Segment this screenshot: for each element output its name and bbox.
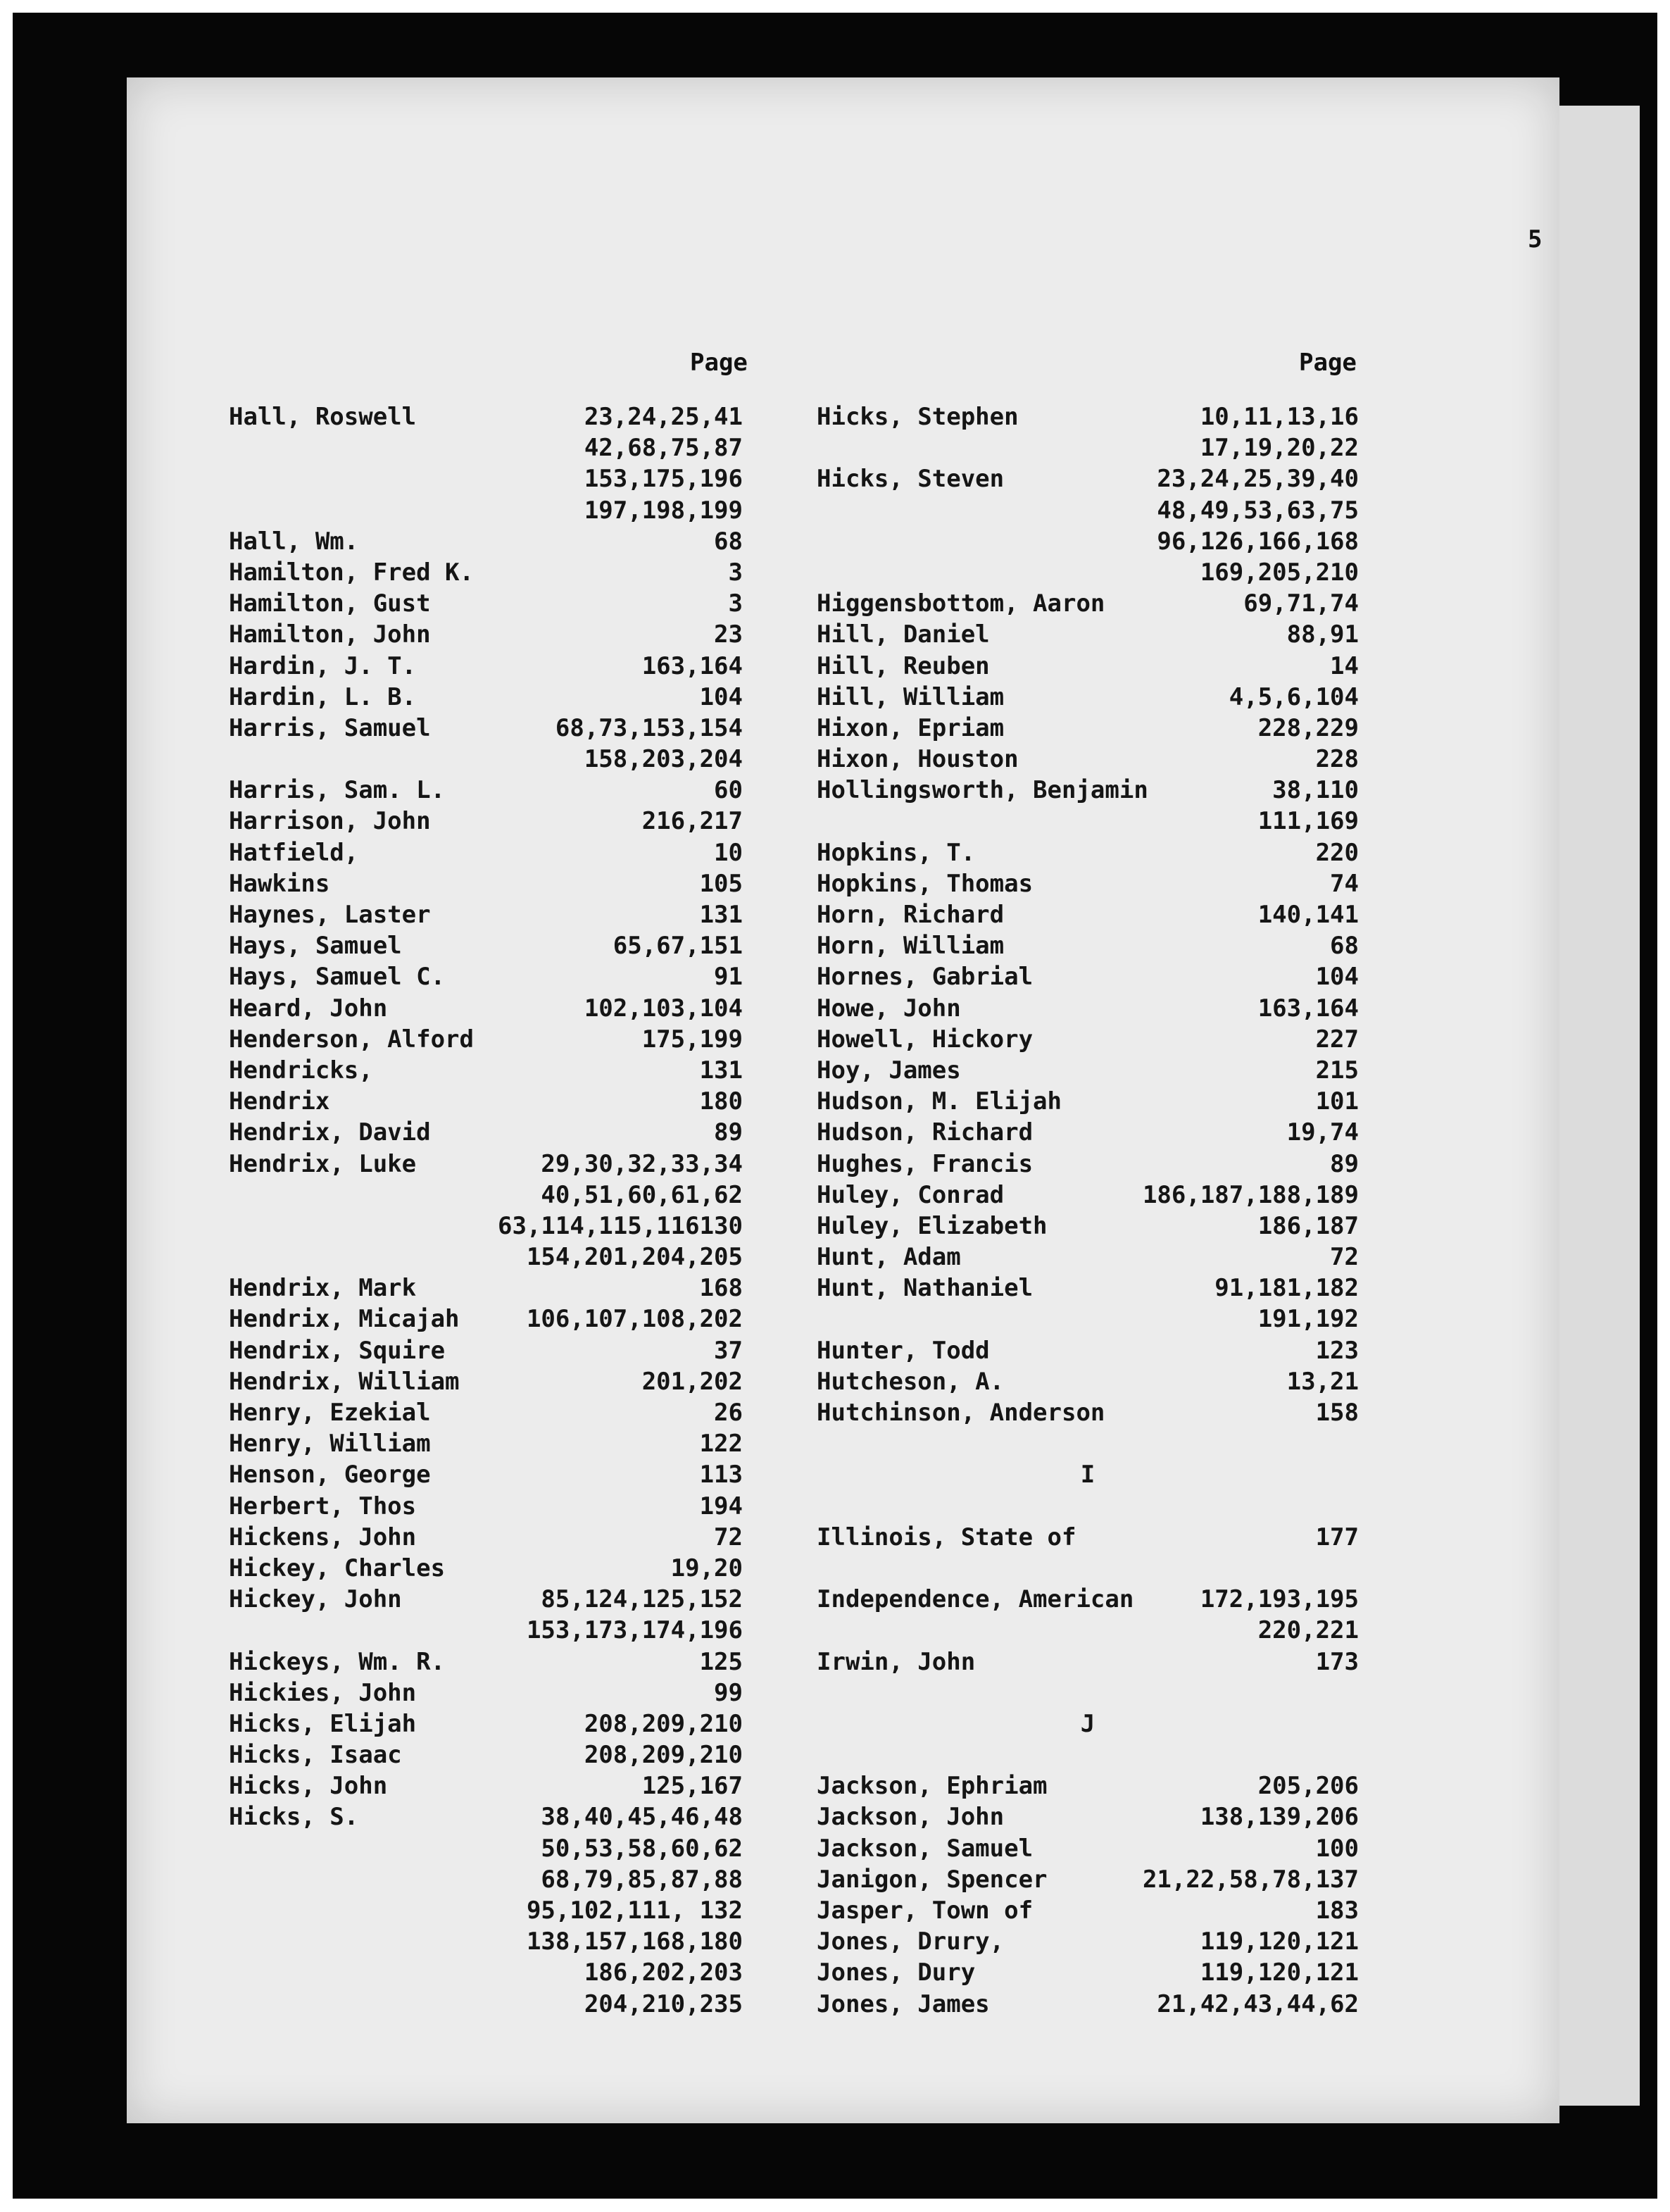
index-entry: [817, 1770, 1359, 1801]
entry-pages: 154,201,204,205: [526, 1243, 743, 1272]
index-entry: [229, 1211, 743, 1242]
entry-name: Hunt, Adam: [817, 1243, 961, 1272]
entry-pages: 3: [728, 558, 743, 587]
entry-name: Hendrix, William: [229, 1367, 460, 1396]
index-entry: [817, 1615, 1359, 1646]
entry-name: Henderson, Alford: [229, 1025, 474, 1054]
index-entry: [229, 837, 743, 868]
entry-name: Hickey, Charles: [229, 1554, 446, 1582]
index-entry: [229, 1770, 743, 1801]
index-entry: [229, 651, 743, 682]
entry-pages: 216,217: [641, 807, 743, 836]
entry-name: Harris, Samuel: [229, 713, 431, 742]
entry-pages: 205,206: [1257, 1772, 1359, 1801]
index-entry: [229, 432, 743, 463]
entry-pages: 72: [714, 1523, 743, 1551]
entry-pages: 201,202: [641, 1367, 743, 1396]
index-entry: [229, 806, 743, 837]
entry-pages: 14: [1330, 651, 1359, 680]
index-entry: [817, 463, 1359, 494]
entry-pages: 227: [1315, 1025, 1359, 1054]
index-entry: [229, 1273, 743, 1304]
entry-pages: 208,209,210: [584, 1709, 743, 1738]
entry-name: Hamilton, Gust: [229, 589, 431, 618]
index-entry: [817, 1522, 1359, 1553]
entry-pages: 122: [699, 1430, 743, 1458]
index-entry: [817, 1864, 1359, 1895]
entry-pages: 119,120,121: [1200, 1927, 1359, 1956]
entry-pages: 91: [714, 963, 743, 992]
entry-name: Hall, Wm.: [229, 527, 359, 556]
entry-name: Howe, John: [817, 994, 961, 1023]
index-entry: [817, 1646, 1359, 1677]
entry-name: Huley, Conrad: [817, 1180, 1005, 1209]
entry-name: Hicks, Stephen: [817, 403, 1019, 431]
entry-pages: 228: [1315, 745, 1359, 774]
entry-name: Henry, William: [229, 1430, 431, 1458]
index-entry: [229, 1864, 743, 1895]
entry-name: Haynes, Laster: [229, 901, 431, 929]
entry-name: Hickeys, Wm. R.: [229, 1647, 446, 1676]
entry-name: Jackson, Ephriam: [817, 1772, 1048, 1801]
entry-pages: 99: [714, 1678, 743, 1707]
entry-pages: 3: [728, 589, 743, 618]
index-entry: [229, 1833, 743, 1864]
entry-pages: 38,110: [1272, 776, 1359, 805]
index-entry: [817, 806, 1359, 837]
entry-name: Independence, American: [817, 1585, 1134, 1614]
index-entry: [817, 401, 1359, 432]
index-entry: [817, 1989, 1359, 2020]
index-entry: [229, 1926, 743, 1957]
entry-pages: 74: [1330, 869, 1359, 898]
entry-pages: 140,141: [1257, 901, 1359, 929]
index-entry: [817, 744, 1359, 775]
index-entry: [229, 868, 743, 899]
entry-name: Hoy, James: [817, 1056, 961, 1085]
entry-name: Hicks, S.: [229, 1803, 359, 1832]
entry-name: Hamilton, Fred K.: [229, 558, 474, 587]
entry-name: Henry, Ezekial: [229, 1399, 431, 1427]
entry-name: Hopkins, T.: [817, 838, 976, 867]
entry-pages: 104: [699, 682, 743, 711]
index-entry: [229, 1553, 743, 1584]
index-entry: [229, 588, 743, 619]
index-entry: [229, 1801, 743, 1832]
index-entry: [817, 1957, 1359, 1988]
entry-pages: 186,202,203: [584, 1958, 743, 1987]
entry-name: Hickies, John: [229, 1678, 417, 1707]
entry-name: Hutcheson, A.: [817, 1367, 1005, 1396]
index-entry: [817, 1149, 1359, 1180]
index-entry: [817, 619, 1359, 650]
index-entry: [817, 1304, 1359, 1335]
index-entry: [229, 682, 743, 713]
entry-name: Henson, George: [229, 1461, 431, 1489]
entry-name: Hixon, Epriam: [817, 713, 1005, 742]
entry-name: Hicks, Steven: [817, 465, 1005, 494]
left-index-column: [229, 401, 743, 2020]
index-entry: [817, 1708, 1359, 1739]
index-entry: [229, 1117, 743, 1148]
entry-pages: 158: [1315, 1399, 1359, 1427]
entry-pages: 153,175,196: [584, 465, 743, 494]
index-entry: [229, 993, 743, 1024]
entry-pages: 138,139,206: [1200, 1803, 1359, 1832]
section-letter: J: [1080, 1709, 1095, 1738]
entry-pages: 60: [714, 776, 743, 805]
index-entry: [229, 899, 743, 930]
entry-name: Hill, Daniel: [817, 620, 990, 649]
index-entry: [817, 868, 1359, 899]
index-entry: [229, 1086, 743, 1117]
entry-name: Hendrix: [229, 1087, 330, 1116]
entry-name: Illinois, State of: [817, 1523, 1076, 1551]
index-entry: [229, 1459, 743, 1490]
entry-pages: 88,91: [1286, 620, 1359, 649]
entry-pages: 100: [1315, 1834, 1359, 1863]
index-entry: [229, 557, 743, 588]
entry-pages: 48,49,53,63,75: [1157, 496, 1359, 525]
entry-name: Hall, Roswell: [229, 403, 417, 431]
entry-pages: 69,71,74: [1243, 589, 1359, 618]
entry-pages: 113: [699, 1461, 743, 1489]
index-entry: [229, 401, 743, 432]
index-entry: [229, 713, 743, 744]
entry-name: Hickey, John: [229, 1585, 402, 1614]
entry-name: Harrison, John: [229, 807, 431, 836]
entry-name: Janigon, Spencer: [817, 1865, 1048, 1894]
entry-name: Hill, William: [817, 682, 1005, 711]
entry-pages: 104: [1315, 963, 1359, 992]
entry-pages: 208,209,210: [584, 1741, 743, 1770]
entry-pages: 163,164: [1257, 994, 1359, 1023]
index-entry: [229, 619, 743, 650]
index-entry: [817, 432, 1359, 463]
entry-pages: 119,120,121: [1200, 1958, 1359, 1987]
entry-pages: 125: [699, 1647, 743, 1676]
index-entry: [817, 1428, 1359, 1459]
entry-pages: 91,181,182: [1214, 1274, 1359, 1303]
entry-name: Horn, William: [817, 932, 1005, 961]
entry-name: Hendrix, Mark: [229, 1274, 417, 1303]
entry-pages: 169,205,210: [1200, 558, 1359, 587]
entry-pages: 21,42,43,44,62: [1157, 1989, 1359, 2018]
entry-name: Jasper, Town of: [817, 1897, 1034, 1925]
index-entry: [817, 775, 1359, 806]
entry-name: Jones, Drury,: [817, 1927, 1005, 1956]
entry-name: Hill, Reuben: [817, 651, 990, 680]
index-entry: [229, 526, 743, 557]
entry-pages: 102,103,104: [584, 994, 743, 1023]
entry-name: Hendricks,: [229, 1056, 373, 1085]
entry-pages: 220: [1315, 838, 1359, 867]
entry-pages: 215: [1315, 1056, 1359, 1085]
entry-name: Harris, Sam. L.: [229, 776, 446, 805]
entry-pages: 194: [699, 1492, 743, 1520]
entry-pages: 23,24,25,41: [584, 403, 743, 431]
entry-pages: 163,164: [641, 651, 743, 680]
index-entry: [817, 713, 1359, 744]
index-entry: [229, 1584, 743, 1615]
entry-name: Huley, Elizabeth: [817, 1211, 1048, 1240]
index-entry: [229, 1304, 743, 1335]
index-entry: [817, 1024, 1359, 1055]
entry-pages: 50,53,58,60,62: [541, 1834, 743, 1863]
entry-name: Hudson, M. Elijah: [817, 1087, 1062, 1116]
entry-name: Hatfield,: [229, 838, 359, 867]
entry-name: Hornes, Gabrial: [817, 963, 1034, 992]
entry-pages: 23,24,25,39,40: [1157, 465, 1359, 494]
index-entry: [229, 744, 743, 775]
index-entry: [817, 1739, 1359, 1770]
entry-pages: 72: [1330, 1243, 1359, 1272]
entry-pages: 42,68,75,87: [584, 434, 743, 463]
entry-pages: 125,167: [641, 1772, 743, 1801]
entry-pages: 38,40,45,46,48: [541, 1803, 743, 1832]
entry-pages: 175,199: [641, 1025, 743, 1054]
underlying-sheet: [1545, 106, 1640, 2106]
entry-pages: 21,22,58,78,137: [1142, 1865, 1359, 1894]
entry-pages: 168: [699, 1274, 743, 1303]
index-entry: [229, 961, 743, 992]
entry-pages: 186,187: [1257, 1211, 1359, 1240]
index-entry: [817, 1335, 1359, 1366]
entry-pages: 105: [699, 869, 743, 898]
entry-pages: 220,221: [1257, 1616, 1359, 1645]
index-entry: [229, 1428, 743, 1459]
entry-pages: 4,5,6,104: [1229, 682, 1359, 711]
entry-pages: 37: [714, 1336, 743, 1365]
entry-pages: 65,67,151: [613, 932, 743, 961]
index-entry: [229, 495, 743, 526]
index-entry: [817, 1553, 1359, 1584]
entry-pages: 228,229: [1257, 713, 1359, 742]
right-index-column: [817, 401, 1359, 2020]
entry-name: Hunt, Nathaniel: [817, 1274, 1034, 1303]
index-entry: [229, 1677, 743, 1708]
entry-name: Jones, Dury: [817, 1958, 976, 1987]
index-entry: [229, 1708, 743, 1739]
index-entry: [229, 463, 743, 494]
entry-pages: 180: [699, 1087, 743, 1116]
index-entry: [229, 1646, 743, 1677]
entry-pages: 85,124,125,152: [541, 1585, 743, 1614]
entry-pages: 10,11,13,16: [1200, 403, 1359, 431]
entry-pages: 172,193,195: [1200, 1585, 1359, 1614]
entry-pages: 68,73,153,154: [555, 713, 743, 742]
entry-name: Jackson, John: [817, 1803, 1005, 1832]
index-entry: [229, 1055, 743, 1086]
entry-pages: 96,126,166,168: [1157, 527, 1359, 556]
entry-name: Hopkins, Thomas: [817, 869, 1034, 898]
entry-name: Hicks, John: [229, 1772, 388, 1801]
entry-pages: 68: [1330, 932, 1359, 961]
entry-pages: 191,192: [1257, 1305, 1359, 1334]
entry-name: Irwin, John: [817, 1647, 976, 1676]
entry-name: Hollingsworth, Benjamin: [817, 776, 1148, 805]
index-entry: [817, 1055, 1359, 1086]
index-entry: [817, 1491, 1359, 1522]
entry-name: Hicks, Elijah: [229, 1709, 417, 1738]
entry-pages: 153,173,174,196: [526, 1616, 743, 1645]
entry-pages: 29,30,32,33,34: [541, 1149, 743, 1178]
entry-name: Hendrix, David: [229, 1118, 431, 1147]
entry-pages: 10: [714, 838, 743, 867]
index-entry: [817, 526, 1359, 557]
index-entry: [229, 1242, 743, 1273]
entry-pages: 13,21: [1286, 1367, 1359, 1396]
entry-name: Hardin, L. B.: [229, 682, 417, 711]
entry-pages: 95,102,111, 132: [526, 1897, 743, 1925]
index-entry: [817, 1397, 1359, 1428]
left-page-column-header: Page: [690, 349, 748, 377]
index-entry: [817, 1926, 1359, 1957]
entry-name: Hughes, Francis: [817, 1149, 1034, 1178]
entry-pages: 183: [1315, 1897, 1359, 1925]
section-letter: I: [1080, 1461, 1095, 1489]
index-entry: [817, 495, 1359, 526]
index-entry: [817, 899, 1359, 930]
entry-pages: 123: [1315, 1336, 1359, 1365]
index-entry: [817, 961, 1359, 992]
index-entry: [229, 1895, 743, 1926]
index-entry: [229, 1366, 743, 1397]
entry-name: Hawkins: [229, 869, 330, 898]
page-number: 5: [1528, 225, 1543, 254]
index-entry: [229, 1024, 743, 1055]
entry-pages: 63,114,115,116130: [498, 1211, 743, 1240]
entry-pages: 106,107,108,202: [526, 1305, 743, 1334]
index-entry: [229, 930, 743, 961]
entry-name: Hays, Samuel: [229, 932, 402, 961]
index-entry: [817, 1584, 1359, 1615]
index-entry: [817, 837, 1359, 868]
entry-name: Hamilton, John: [229, 620, 431, 649]
entry-name: Heard, John: [229, 994, 388, 1023]
entry-pages: 23: [714, 620, 743, 649]
index-entry: [817, 557, 1359, 588]
entry-pages: 19,74: [1286, 1118, 1359, 1147]
entry-pages: 131: [699, 901, 743, 929]
index-entry: [817, 1801, 1359, 1832]
index-entry: [229, 775, 743, 806]
entry-name: Hays, Samuel C.: [229, 963, 446, 992]
entry-name: Hudson, Richard: [817, 1118, 1034, 1147]
index-entry: [817, 1117, 1359, 1148]
entry-name: Hunter, Todd: [817, 1336, 990, 1365]
index-entry: [817, 1242, 1359, 1273]
document-page: [127, 77, 1559, 2123]
entry-pages: 138,157,168,180: [526, 1927, 743, 1956]
entry-name: Hardin, J. T.: [229, 651, 417, 680]
entry-pages: 197,198,199: [584, 496, 743, 525]
entry-name: Hendrix, Squire: [229, 1336, 446, 1365]
index-entry: [817, 993, 1359, 1024]
entry-pages: 40,51,60,61,62: [541, 1180, 743, 1209]
entry-pages: 186,187,188,189: [1142, 1180, 1359, 1209]
index-entry: [229, 1180, 743, 1211]
index-entry: [229, 1615, 743, 1646]
index-entry: [817, 1895, 1359, 1926]
entry-pages: 177: [1315, 1523, 1359, 1551]
index-entry: [817, 1086, 1359, 1117]
index-entry: [817, 588, 1359, 619]
entry-name: Hendrix, Micajah: [229, 1305, 460, 1334]
entry-name: Hutchinson, Anderson: [817, 1399, 1105, 1427]
entry-pages: 26: [714, 1399, 743, 1427]
index-entry: [817, 1180, 1359, 1211]
entry-pages: 204,210,235: [584, 1989, 743, 2018]
entry-pages: 17,19,20,22: [1200, 434, 1359, 463]
entry-pages: 173: [1315, 1647, 1359, 1676]
index-entry: [817, 1677, 1359, 1708]
index-entry: [229, 1335, 743, 1366]
index-entry: [817, 1459, 1359, 1490]
entry-name: Higgensbottom, Aaron: [817, 589, 1105, 618]
entry-pages: 101: [1315, 1087, 1359, 1116]
index-entry: [229, 1989, 743, 2020]
entry-name: Herbert, Thos: [229, 1492, 417, 1520]
index-entry: [229, 1739, 743, 1770]
index-entry: [817, 1833, 1359, 1864]
entry-pages: 89: [714, 1118, 743, 1147]
index-entry: [229, 1397, 743, 1428]
entry-pages: 111,169: [1257, 807, 1359, 836]
index-entry: [817, 1366, 1359, 1397]
entry-name: Jones, James: [817, 1989, 990, 2018]
entry-name: Howell, Hickory: [817, 1025, 1034, 1054]
index-entry: [817, 1211, 1359, 1242]
entry-name: Hickens, John: [229, 1523, 417, 1551]
entry-name: Jackson, Samuel: [817, 1834, 1034, 1863]
entry-name: Hicks, Isaac: [229, 1741, 402, 1770]
entry-name: Hendrix, Luke: [229, 1149, 417, 1178]
entry-pages: 68,79,85,87,88: [541, 1865, 743, 1894]
entry-pages: 131: [699, 1056, 743, 1085]
index-entry: [817, 930, 1359, 961]
index-entry: [229, 1149, 743, 1180]
index-entry: [817, 651, 1359, 682]
entry-pages: 68: [714, 527, 743, 556]
entry-name: Horn, Richard: [817, 901, 1005, 929]
index-entry: [229, 1491, 743, 1522]
entry-pages: 158,203,204: [584, 745, 743, 774]
entry-pages: 19,20: [670, 1554, 743, 1582]
right-page-column-header: Page: [1299, 349, 1357, 377]
entry-name: Hixon, Houston: [817, 745, 1019, 774]
index-entry: [229, 1522, 743, 1553]
entry-pages: 89: [1330, 1149, 1359, 1178]
index-entry: [817, 682, 1359, 713]
index-entry: [817, 1273, 1359, 1304]
index-entry: [229, 1957, 743, 1988]
